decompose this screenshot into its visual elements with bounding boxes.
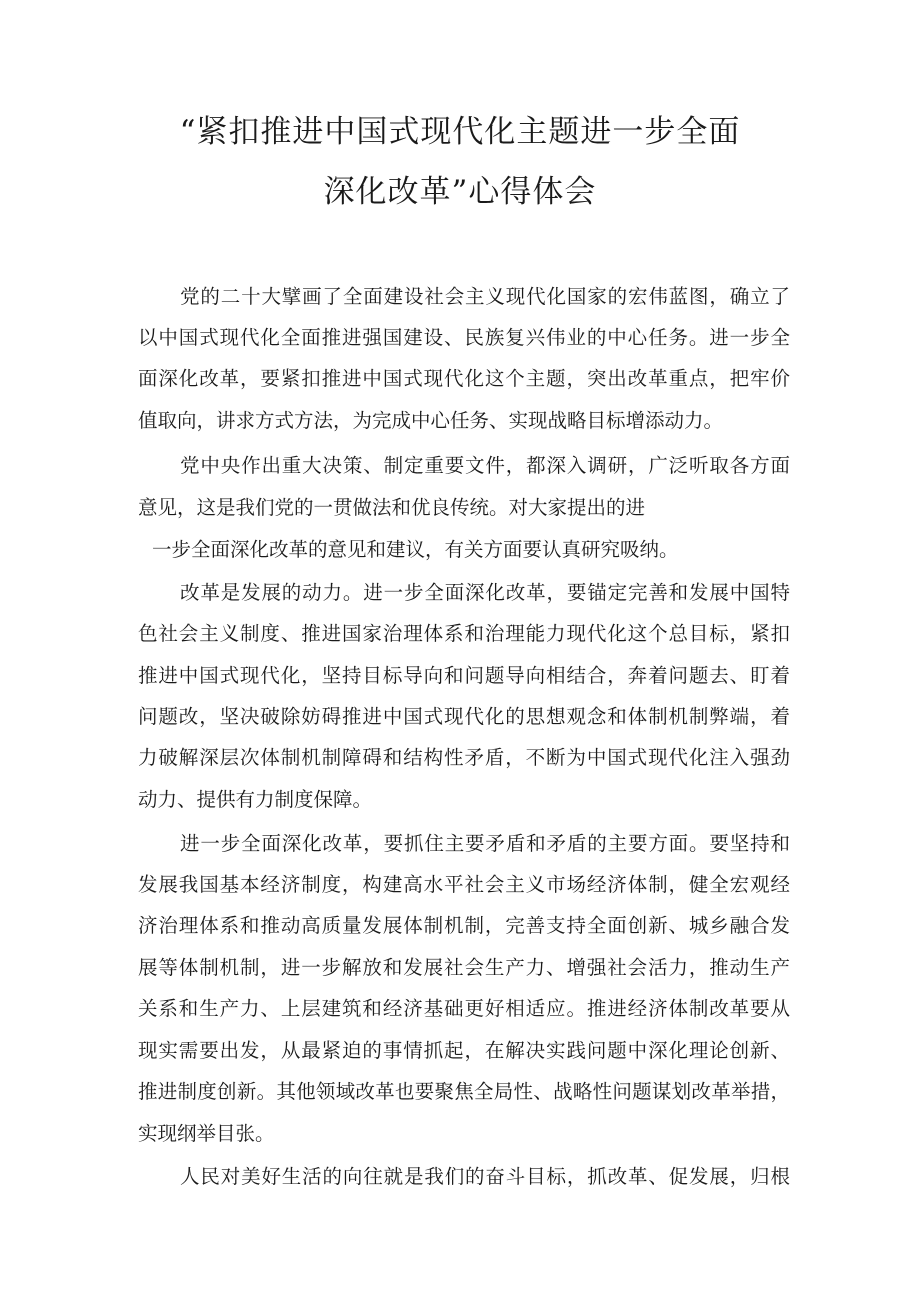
paragraph-1-line-4: 值取向，讲求方式方法，为完成中心任务、实现战略目标增添动力。 xyxy=(138,409,724,432)
paragraph-1-line-3: 面深化改革，要紧扣推进中国式现代化这个主题，突出改革重点，把牢价 xyxy=(138,367,790,390)
paragraph-4-line-5: 关系和生产力、上层建筑和经济基础更好相适应。推进经济体制改革要从 xyxy=(138,997,790,1020)
paragraph-2-line-3: 一步全面深化改革的意见和建议，有关方面要认真研究吸纳。 xyxy=(152,538,679,561)
paragraph-4-line-2: 发展我国基本经济制度，构建高水平社会主义市场经济体制，健全宏观经 xyxy=(138,873,790,896)
paragraph-3-line-2: 色社会主义制度、推进国家治理体系和治理能力现代化这个总目标，紧扣 xyxy=(138,622,790,645)
paragraph-3-line-5: 力破解深层次体制机制障碍和结构性矛盾，不断为中国式现代化注入强劲 xyxy=(138,746,790,769)
paragraph-3-line-6: 动力、提供有力制度保障。 xyxy=(138,788,373,811)
paragraph-1-line-2: 以中国式现代化全面推进强国建设、民族复兴伟业的中心任务。进一步全 xyxy=(138,326,790,349)
paragraph-2-line-1: 党中央作出重大决策、制定重要文件，都深入调研，广泛听取各方面 xyxy=(180,454,790,477)
paragraph-3-line-1: 改革是发展的动力。进一步全面深化改革，要锚定完善和发展中国特 xyxy=(180,581,790,604)
paragraph-4-line-7: 推进制度创新。其他领域改革也要聚焦全局性、战略性问题谋划改革举措， xyxy=(138,1080,790,1103)
paragraph-4-line-4: 展等体制机制，进一步解放和发展社会生产力、增强社会活力，推动生产 xyxy=(138,956,790,979)
paragraph-1-line-1: 党的二十大擘画了全面建设社会主义现代化国家的宏伟蓝图，确立了 xyxy=(180,285,790,308)
paragraph-4-line-1: 进一步全面深化改革，要抓住主要矛盾和矛盾的主要方面。要坚持和 xyxy=(180,832,790,855)
document-title-line-2: 深化改革”心得体会 xyxy=(323,174,597,210)
paragraph-3-line-3: 推进中国式现代化，坚持目标导向和问题导向相结合，奔着问题去、盯着 xyxy=(138,664,790,687)
paragraph-4-line-8: 实现纲举目张。 xyxy=(138,1122,275,1145)
paragraph-4-line-3: 济治理体系和推动高质量发展体制机制，完善支持全面创新、城乡融合发 xyxy=(138,914,790,937)
paragraph-3-line-4: 问题改，坚决破除妨碍推进中国式现代化的思想观念和体制机制弊端，着 xyxy=(138,705,790,728)
document-title-line-1: “紧扣推进中国式现代化主题进一步全面 xyxy=(179,114,741,150)
paragraph-2-line-2: 意见，这是我们党的一贯做法和优良传统。对大家提出的进 xyxy=(138,496,646,519)
paragraph-5-line-1: 人民对美好生活的向往就是我们的奋斗目标，抓改革、促发展，归根 xyxy=(180,1165,790,1188)
paragraph-4-line-6: 现实需要出发，从最紧迫的事情抓起，在解决实践问题中深化理论创新、 xyxy=(138,1039,790,1062)
